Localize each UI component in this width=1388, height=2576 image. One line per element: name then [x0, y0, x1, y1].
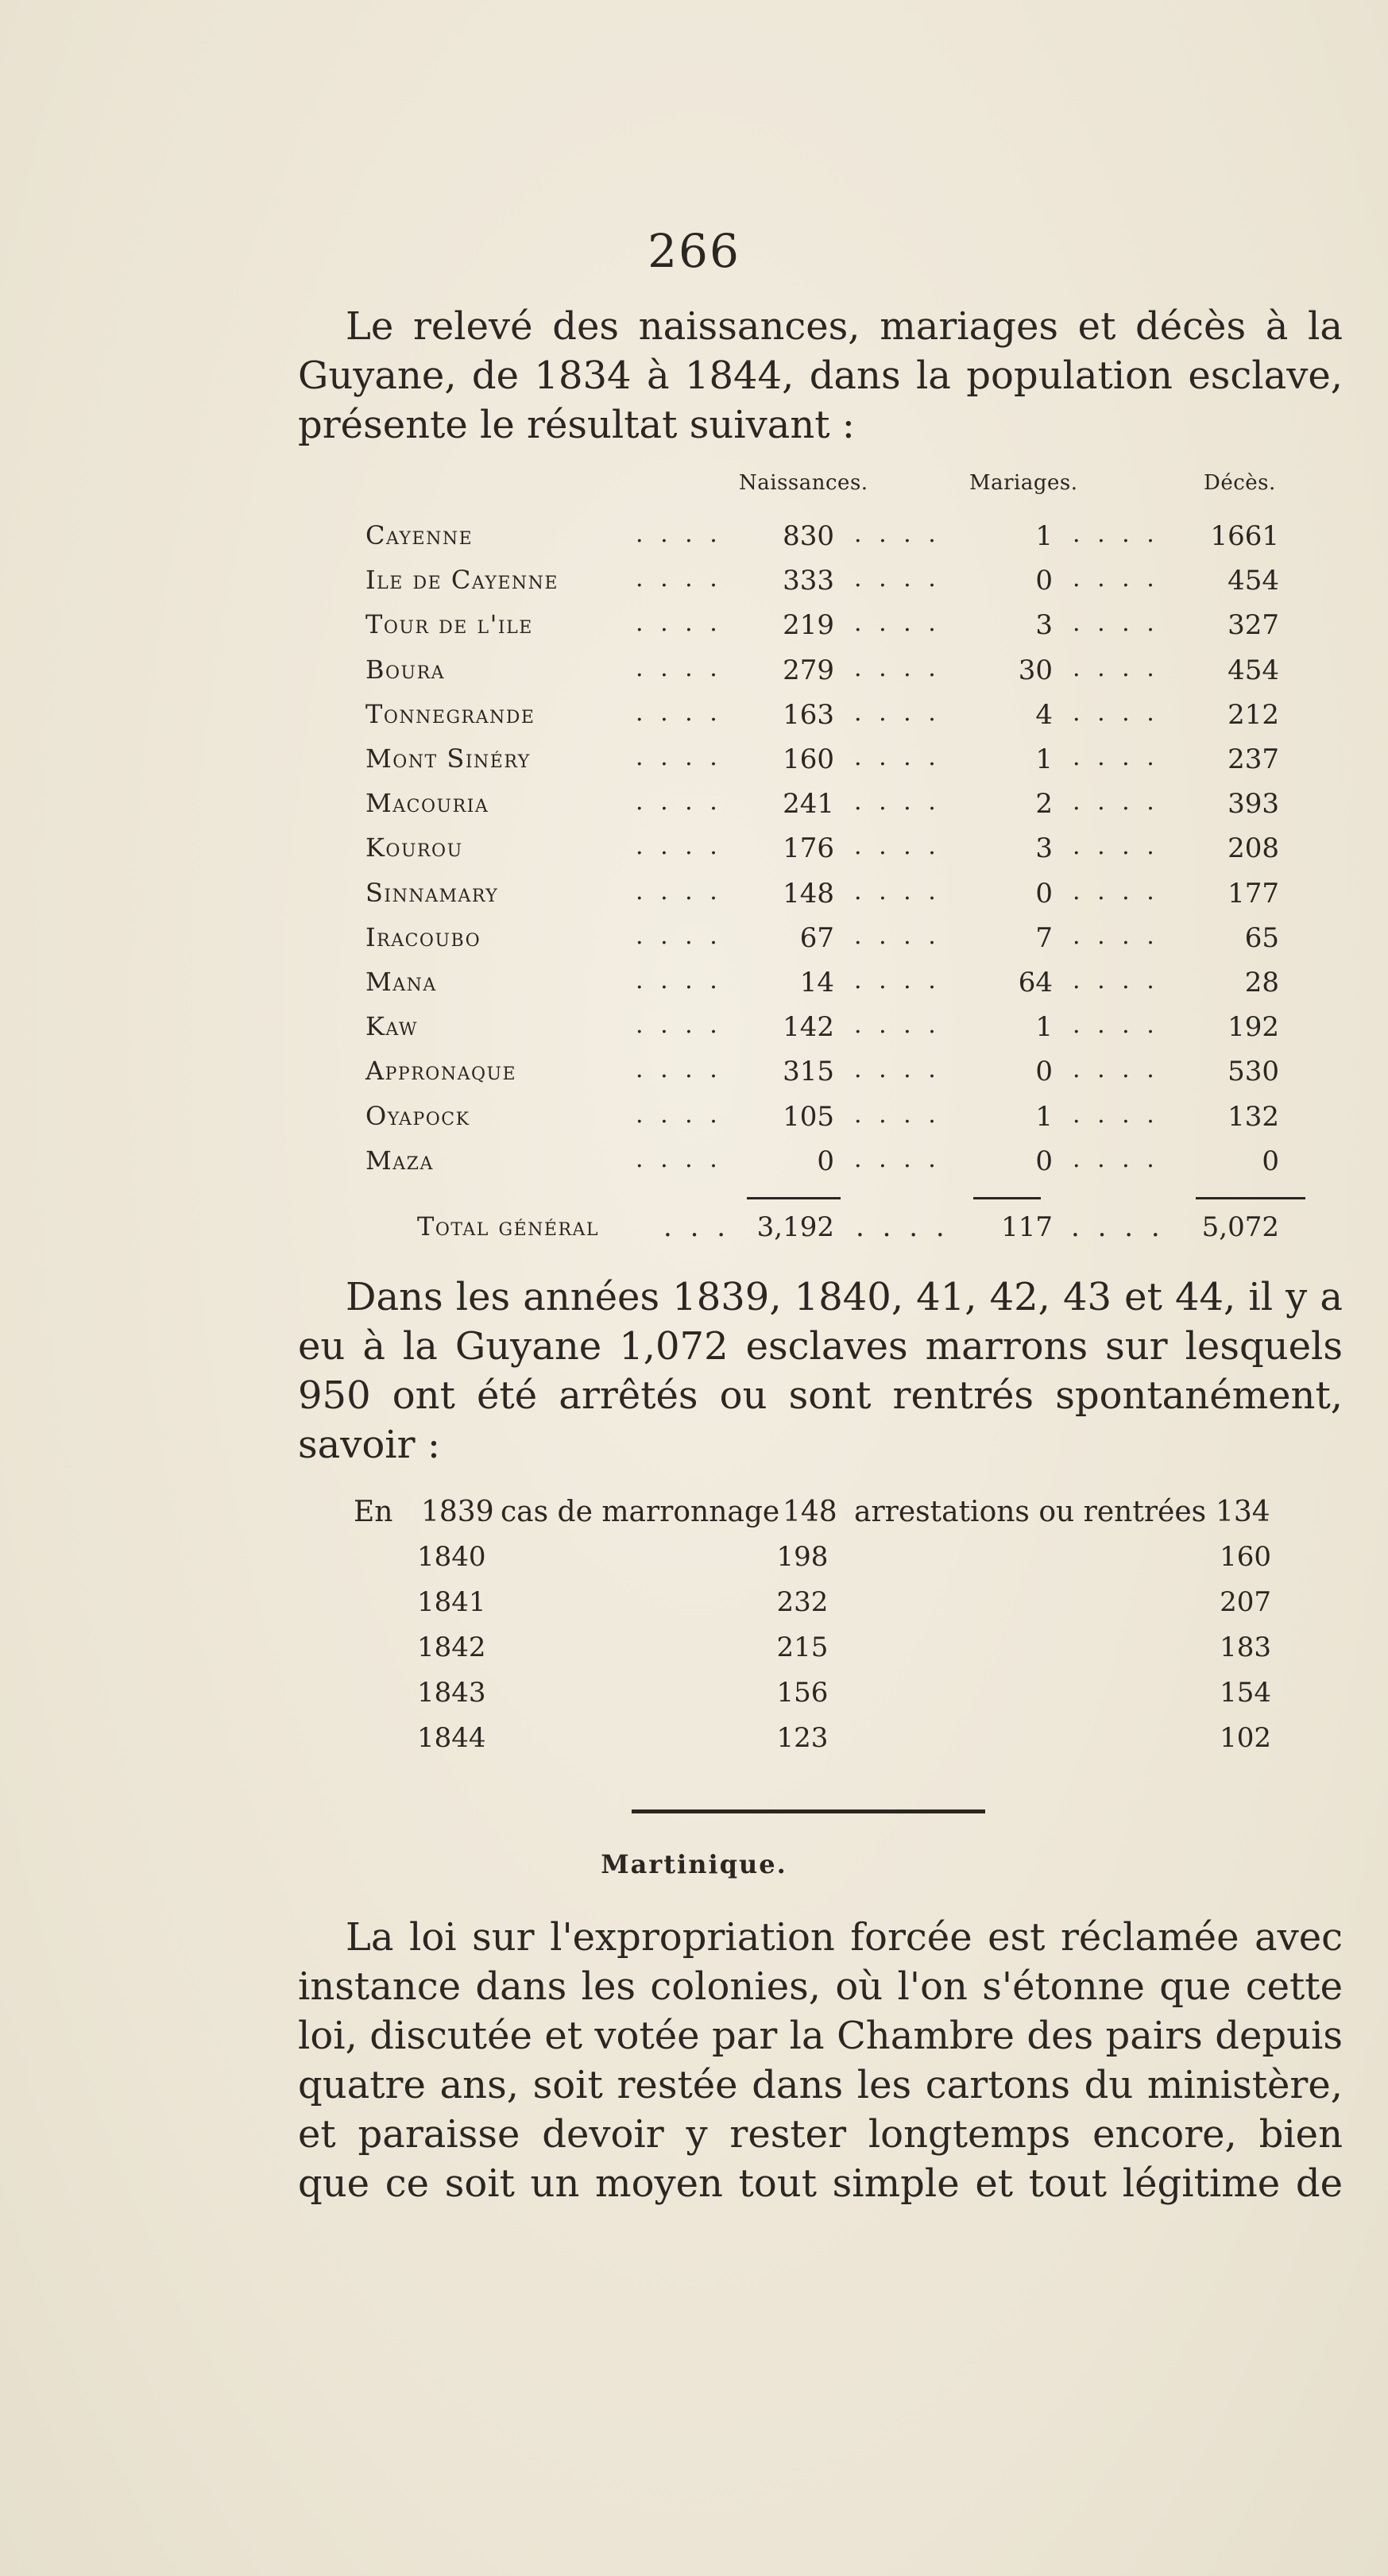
text-line: que ce soit un moyen tout simple et tout légitime de	[298, 2161, 1343, 2206]
table-row	[365, 967, 1279, 1011]
births-value: 163	[783, 698, 834, 731]
births-value: 279	[783, 654, 834, 686]
leader-dots: . . . .	[854, 1011, 941, 1040]
place-name: Ile de Cayenne	[365, 565, 559, 596]
place-name: Cayenne	[365, 520, 474, 550]
place-name: Mana	[365, 967, 437, 997]
text-line: eu à la Guyane 1,072 esclaves marrons sur lesquels	[298, 1324, 1343, 1369]
leader-dots: . . . .	[1073, 520, 1159, 548]
table-row	[365, 832, 1279, 877]
leader-dots: . . . .	[636, 565, 722, 593]
leader-dots: . . . .	[1073, 609, 1159, 638]
deaths-value: 132	[1228, 1100, 1279, 1133]
place-name: Iracoubo	[365, 921, 481, 952]
total-rule-marriages	[973, 1197, 1041, 1199]
marriages-value: 1	[1035, 743, 1053, 775]
place-name: Maza	[365, 1145, 434, 1176]
leader-dots: . . . .	[636, 788, 722, 817]
leader-dots: . . . .	[854, 1056, 941, 1084]
births-value: 67	[799, 921, 834, 954]
total-label: Total général	[417, 1211, 600, 1242]
place-name: Macouria	[365, 788, 489, 819]
leader-dots: . . . .	[1073, 921, 1159, 950]
marronnage-first-cases: 148	[783, 1496, 837, 1528]
book-page: 266 Le relevé des naissances, mariages et décès à la Guyane, de 1834 à 1844, dans la population esclave, présente le résultat suivant : Naissances. Mariages. Décès. Cayenne . . . . 830 . . . . 1 . . . . 1661 Ile de Cayenne . . . . 333 . . . . 0 . . . . 454 Tour de l'ile . . . . 219 . . . . 3 . . . . 327 Boura . . . . 279 . . . . 30 . . . . 454 Tonnegrande . . . . 163 . . . . 4 . . . . 212 Mont Sinéry . . . . 160 . . . . 1 . . . . 237 Macouria . . . . 241 . . . . 2 . . . . 393 Kourou . . . . 176 . . . . 3 . . . . 208 Sinnamary . . . . 148 . . . . 0 . . . . 177 Iracoubo . . . . 67 . . . . 7 . . . . 65 Mana . . . . 14 . . . . 64 . . . . 28 Kaw . . . . 142 . . . . 1 . . . . 192 Appronaque . . . . 315 . . . . 0 . . . . 530 Oyapock . . . . 105 . . . . 1 . . . . 132 Maza . . . . 0 . . . . 0 . . . . 0 Total général . . . 3,192 . . . . 117 . . . . 5,072 Dans les années 1839, 1840, 41, 42, 43 et 44, il y a eu à la Guyane 1,072 esclaves marrons sur lesquels 950 ont été arrêtés ou sont rentrés spontanément, savoir : En 1839 cas de marronnage 148 arrestations ou rentrées 134 1840 198 160 1841 232 207 1842 215 183 1843 156 154 1844 123 102 Martinique. La loi sur l'expropriation forcée est réclamée avec instance dans les colonies, où l'on s'étonne que cette loi, discutée et votée par la Chambre des pairs depuis quatre ans, soit restée dans les cartons du ministère, et paraisse devoir y rester longtemps encore, bien que ce soit un moyen tout simple et tout légitime de	[0, 0, 1388, 2576]
marriages-value: 3	[1035, 832, 1053, 865]
marriages-value: 0	[1035, 1056, 1053, 1088]
leader-dots: . . . .	[854, 609, 941, 638]
text-line: instance dans les colonies, où l'on s'étonne que cette	[298, 1964, 1343, 2009]
leader-dots: . . . .	[1073, 788, 1159, 817]
births-value: 105	[783, 1100, 834, 1133]
marriages-value: 0	[1035, 565, 1053, 597]
births-value: 0	[817, 1145, 834, 1177]
table-row	[365, 922, 1279, 967]
leader-dots: . . . .	[1073, 698, 1159, 727]
leader-dots: . . . .	[854, 565, 941, 593]
deaths-value: 208	[1228, 832, 1279, 865]
table-row	[365, 878, 1279, 922]
section-title: Martinique.	[601, 1849, 787, 1879]
marriages-value: 4	[1035, 698, 1053, 731]
marriages-value: 3	[1035, 609, 1053, 642]
births-value: 142	[783, 1011, 834, 1044]
marronnage-returns-label: arrestations ou rentrées	[854, 1496, 1207, 1528]
text-line: loi, discutée et votée par la Chambre des pairs depuis	[298, 2014, 1343, 2058]
table-row	[365, 565, 1279, 609]
header-births: Naissances.	[739, 471, 868, 495]
deaths-value: 28	[1244, 967, 1279, 998]
marronnage-cases-label: cas de marronnage	[501, 1496, 780, 1528]
leader-dots: . . . .	[854, 1145, 941, 1173]
returns-value: 183	[1220, 1632, 1271, 1663]
marronnage-row	[0, 1632, 1388, 1676]
marronnage-first-returns: 134	[1216, 1496, 1270, 1528]
text-line: quatre ans, soit restée dans les cartons du ministère,	[298, 2063, 1343, 2107]
marriages-value: 30	[1018, 654, 1053, 686]
table-row	[365, 1011, 1279, 1056]
leader-dots: . . . .	[636, 832, 722, 861]
births-value: 160	[783, 743, 834, 775]
marronnage-row	[0, 1586, 1388, 1631]
header-marriages: Mariages.	[969, 471, 1078, 495]
births-value: 241	[783, 788, 834, 821]
leader-dots: . . . .	[854, 1100, 941, 1129]
text-line: Guyane, de 1834 à 1844, dans la population esclave,	[298, 353, 1343, 398]
table-row	[365, 788, 1279, 832]
marriages-value: 1	[1035, 520, 1053, 552]
returns-value: 154	[1220, 1677, 1271, 1709]
leader-dots: . . . .	[1073, 877, 1159, 906]
leader-dots: . . . .	[1073, 565, 1159, 593]
table-row	[365, 1056, 1279, 1100]
deaths-value: 1661	[1210, 520, 1279, 552]
leader-dots: . . . .	[636, 743, 722, 771]
deaths-value: 177	[1228, 877, 1279, 910]
leader-dots: . . . .	[636, 654, 722, 682]
marriages-value: 64	[1018, 967, 1053, 998]
cases-value: 123	[776, 1722, 829, 1754]
deaths-value: 212	[1228, 698, 1279, 731]
marriages-value: 0	[1035, 877, 1053, 910]
deaths-value: 237	[1228, 743, 1279, 775]
leader-dots: . . . .	[1073, 832, 1159, 861]
total-marriages: 117	[1001, 1211, 1053, 1243]
text-line: Le relevé des naissances, mariages et décès à la	[346, 304, 1343, 349]
leader-dots: . . . .	[1073, 743, 1159, 771]
marriages-value: 2	[1035, 788, 1053, 821]
text-line: et paraisse devoir y rester longtemps encore, bien	[298, 2112, 1343, 2157]
header-deaths: Décès.	[1204, 471, 1276, 495]
cases-value: 156	[776, 1677, 829, 1709]
leader-dots: . . . .	[636, 877, 722, 906]
cases-value: 232	[776, 1586, 829, 1618]
returns-value: 207	[1220, 1586, 1271, 1618]
total-births: 3,192	[756, 1211, 834, 1243]
returns-value: 160	[1220, 1541, 1271, 1573]
deaths-value: 327	[1228, 609, 1279, 642]
leader-dots: . . . .	[854, 698, 941, 727]
text-line: La loi sur l'expropriation forcée est réclamée avec	[346, 1915, 1343, 1960]
marronnage-first-year: 1839	[421, 1496, 494, 1528]
year-value: 1840	[417, 1541, 486, 1573]
leader-dots: . . . .	[636, 1011, 722, 1040]
place-name: Tour de l'ile	[365, 609, 533, 640]
year-value: 1844	[417, 1722, 486, 1754]
text-line: savoir :	[298, 1423, 440, 1467]
year-value: 1842	[417, 1632, 486, 1663]
intro-paragraph	[298, 302, 1343, 450]
total-rule-births	[747, 1197, 841, 1199]
table-row	[365, 609, 1279, 654]
births-value: 830	[783, 520, 834, 552]
place-name: Sinnamary	[365, 877, 499, 908]
marriages-value: 7	[1035, 921, 1053, 954]
leader-dots: . . . .	[854, 921, 941, 950]
leader-dots: . . . .	[636, 609, 722, 638]
place-name: Oyapock	[365, 1100, 470, 1131]
table-row	[365, 520, 1279, 565]
leader-dots: . . . .	[1073, 1056, 1159, 1084]
leader-dots: . . . .	[636, 520, 722, 548]
births-value: 14	[799, 967, 834, 998]
text-line: présente le résultat suivant :	[298, 403, 855, 447]
leader-dots: . . . .	[1073, 1100, 1159, 1129]
place-name: Tonnegrande	[365, 698, 535, 729]
deaths-value: 454	[1228, 565, 1279, 597]
marriages-value: 0	[1035, 1145, 1053, 1177]
marronnage-row	[0, 1677, 1388, 1721]
text-line: Dans les années 1839, 1840, 41, 42, 43 et 44, il y a	[346, 1275, 1343, 1319]
births-value: 176	[783, 832, 834, 865]
martinique-paragraph	[298, 1913, 1343, 2208]
leader-dots: . . . .	[1073, 654, 1159, 682]
deaths-value: 0	[1262, 1145, 1279, 1177]
year-value: 1843	[417, 1677, 486, 1709]
marriages-value: 1	[1035, 1011, 1053, 1044]
leader-dots: . . . .	[1073, 1011, 1159, 1040]
table-row	[365, 655, 1279, 699]
section-divider	[632, 1809, 985, 1813]
page-number: 266	[648, 224, 740, 278]
births-value: 315	[783, 1056, 834, 1088]
deaths-value: 65	[1244, 921, 1279, 954]
leader-dots: . . . .	[636, 921, 722, 950]
place-name: Appronaque	[365, 1056, 517, 1087]
leader-dots: . . . .	[636, 698, 722, 727]
marronnage-row	[0, 1722, 1388, 1767]
births-value: 148	[783, 877, 834, 910]
leader-dots: . . . .	[1073, 1145, 1159, 1173]
place-name: Mont Sinéry	[365, 743, 531, 774]
births-value: 219	[783, 609, 834, 642]
leader-dots: . . . .	[1073, 967, 1159, 994]
cases-value: 215	[776, 1632, 829, 1663]
marronnage-prefix: En	[354, 1496, 393, 1528]
deaths-value: 454	[1228, 654, 1279, 686]
marronnage-paragraph	[298, 1273, 1343, 1470]
leader-dots: . . . .	[636, 1100, 722, 1129]
leader-dots: . . . .	[636, 967, 722, 994]
table-row	[365, 743, 1279, 788]
marriages-value: 1	[1035, 1100, 1053, 1133]
deaths-value: 192	[1228, 1011, 1279, 1044]
year-value: 1841	[417, 1586, 486, 1618]
total-deaths: 5,072	[1201, 1211, 1279, 1243]
place-name: Kourou	[365, 832, 463, 863]
leader-dots: . . . .	[854, 654, 941, 682]
text-line: 950 ont été arrêtés ou sont rentrés spontanément,	[298, 1373, 1343, 1418]
leader-dots: . . . .	[854, 877, 941, 906]
deaths-value: 393	[1228, 788, 1279, 821]
leader-dots: . . . .	[854, 520, 941, 548]
table-row	[365, 1101, 1279, 1145]
place-name: Kaw	[365, 1011, 419, 1042]
total-rule-deaths	[1196, 1197, 1305, 1199]
leader-dots: . . . .	[854, 743, 941, 771]
marronnage-row	[0, 1541, 1388, 1585]
cases-value: 198	[776, 1541, 829, 1573]
leader-dots: . . . .	[854, 832, 941, 861]
leader-dots: . . . .	[854, 967, 941, 994]
place-name: Boura	[365, 654, 446, 685]
leader-dots: . . . .	[636, 1056, 722, 1084]
table-row	[365, 1145, 1279, 1190]
deaths-value: 530	[1228, 1056, 1279, 1088]
leader-dots: . . . .	[636, 1145, 722, 1173]
returns-value: 102	[1220, 1722, 1271, 1754]
table-row	[365, 699, 1279, 743]
leader-dots: . . . .	[854, 788, 941, 817]
births-value: 333	[783, 565, 834, 597]
